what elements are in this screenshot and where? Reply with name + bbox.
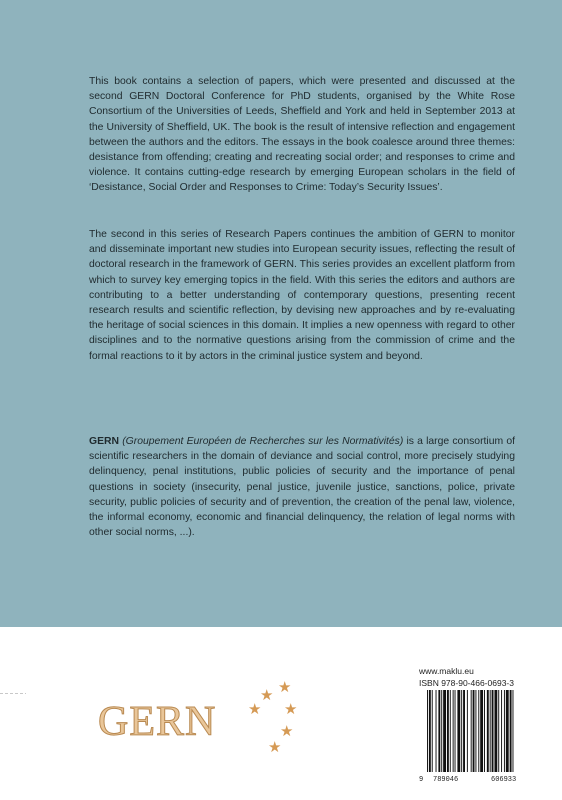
gern-logo-text: GERN (98, 699, 217, 745)
barcode-bar (494, 690, 497, 772)
edge-scratch-mark (0, 692, 26, 695)
barcode-bar (484, 690, 485, 772)
barcode-bar (480, 690, 483, 772)
star-icon: ★ (284, 701, 298, 718)
barcode-bar (490, 690, 491, 772)
barcode-bar (492, 690, 494, 772)
gern-logo (98, 680, 298, 770)
barcode-bar (478, 690, 479, 772)
star-icon: ★ (268, 739, 282, 756)
barcode-bar (436, 690, 437, 772)
barcode-right-digits: 606933 (491, 776, 517, 784)
barcode-first-digit: 9 (419, 776, 424, 784)
isbn-barcode (419, 690, 547, 788)
barcode-bar (432, 690, 433, 772)
barcode-bar (501, 690, 502, 772)
star-icon: ★ (260, 687, 274, 704)
barcode-bar (461, 690, 462, 772)
description-paragraph-1: This book contains a selection of papers, which were presented and discussed at the second GERN Doctoral Conference for PhD students, organised by the White Rose Consortium of the Universities of Leeds, Sheffield and York and held in September 2013 at the University of Sheffield, UK. The book is the result of intensive reflection and engagement between the authors and the editors. The essays in the book coalesce around three themes: desistance from offending; creating and recreating social order; and responses to crime and violence. It contains cutting-edge research by emerging European scholars in the field of ‘Desistance, Social Order and Responses to Crime: Today’s Security Issues’. (89, 76, 515, 194)
barcode-bar (473, 690, 475, 772)
gern-name: GERN (89, 436, 120, 447)
barcode-bar (463, 690, 465, 772)
barcode-bar (457, 690, 460, 772)
gern-description-paragraph (89, 434, 515, 540)
barcode-bar (506, 690, 509, 772)
publisher-info (419, 665, 549, 689)
barcode-bar (467, 690, 468, 772)
barcode-bar (504, 690, 505, 772)
barcode-bar (455, 690, 456, 772)
barcode-bar (429, 690, 431, 772)
gern-description-text: is a large consortium of scientific researchers in the domain of deviance and social control, more precisely studying delinquency, penal institutions, public policies of security and the importance of penal questions in society (insecurity, penal justice, juvenile justice, sanctions, police, private security, public policies of security and of prevention, the creation of the penal law, violence, the informal economy, economic and financial delinquency, the relation of legal norms with other social norms, ...). (89, 436, 515, 539)
isbn-number: ISBN 978-90-466-0693-3 (419, 678, 514, 688)
barcode-bar (513, 690, 514, 772)
barcode-bar (498, 690, 499, 772)
description-paragraph-2: The second in this series of Research Papers continues the ambition of GERN to monitor and disseminate important new studies into European security issues, reflecting the result of doctoral research in the framework of GERN. This series provides an excellent platform from which to survey key emerging topics in the field. With this series the editors and authors are contributing to a better understanding of contemporary questions, presenting recent research results and scientific reflection, by devising new approaches and by re-evaluating the heritage of social sciences in this domain. It implies a new openness with regard to other disciplines and to the normative questions arising from the commission of crime and the formal reactions to it by actors in the criminal justice system and beyond. (89, 229, 515, 362)
publisher-url: www.maklu.eu (419, 666, 474, 676)
barcode-bar (450, 690, 451, 772)
barcode-bar (447, 690, 449, 772)
barcode-bar (510, 690, 512, 772)
barcode-bar (427, 690, 428, 772)
barcode-left-digits: 789046 (433, 776, 459, 784)
barcode-bar (441, 690, 442, 772)
barcode-bar (471, 690, 472, 772)
star-icon: ★ (278, 679, 292, 696)
barcode-bar (443, 690, 446, 772)
barcode-bar (453, 690, 454, 772)
barcode-bar (475, 690, 476, 772)
barcode-bar (487, 690, 489, 772)
star-icon: ★ (280, 723, 294, 740)
gern-full-name: (Groupement Européen de Recherches sur les Normativités) (122, 436, 404, 447)
star-icon: ★ (248, 701, 262, 718)
barcode-bars (419, 690, 547, 776)
barcode-bar (438, 690, 440, 772)
